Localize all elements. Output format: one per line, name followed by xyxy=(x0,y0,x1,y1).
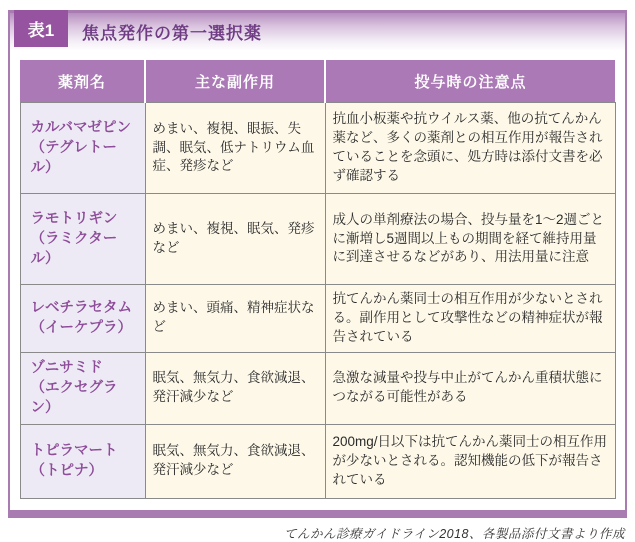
precautions-cell: 成人の単剤療法の場合、投与量を1～2週ごとに漸増し5週間以上もの期間を経て維持用量に到達させるなどがあり、用法用量に注意 xyxy=(325,194,615,285)
table-header-row xyxy=(20,60,615,103)
side-effects-cell: 眠気、無気力、食欲減退、発汗減少など xyxy=(145,424,325,498)
precautions-cell: 急激な減量や投与中止がてんかん重積状態につながる可能性がある xyxy=(325,352,615,424)
drug-brand-name: （ラミクタール） xyxy=(30,230,118,268)
drug-generic-name: カルバマゼピン xyxy=(30,119,131,136)
drug-generic-name: レベチラセタム xyxy=(30,300,132,317)
panel-bottom-bar xyxy=(8,510,627,518)
drug-name-cell xyxy=(20,194,145,285)
table-row xyxy=(20,352,615,424)
drug-name-cell xyxy=(20,352,145,424)
table-row xyxy=(20,285,615,353)
side-effects-cell: めまい、頭痛、精神症状など xyxy=(145,285,325,353)
table-number-badge: 表1 xyxy=(14,10,68,47)
table-row xyxy=(20,103,615,194)
column-header-side-effects: 主な副作用 xyxy=(145,60,325,103)
drug-table xyxy=(20,60,616,499)
drug-name-cell xyxy=(20,424,145,498)
drug-brand-name: （イーケプラ） xyxy=(30,320,132,337)
table-panel xyxy=(8,10,627,518)
drug-name-cell xyxy=(20,285,145,353)
drug-brand-name: （テグレトール） xyxy=(30,139,117,177)
table-row xyxy=(20,424,615,498)
page xyxy=(0,10,635,541)
table-title: 焦点発作の第一選択薬 xyxy=(82,24,262,43)
drug-generic-name: ラモトリギン xyxy=(30,210,118,227)
drug-generic-name: ゾニサミド xyxy=(30,359,103,376)
column-header-precautions: 投与時の注意点 xyxy=(325,60,615,103)
side-effects-cell: 眠気、無気力、食欲減退、発汗減少など xyxy=(145,352,325,424)
drug-brand-name: （エクセグラン） xyxy=(30,379,118,417)
source-note: てんかん診療ガイドライン2018、各製品添付文書より作成 xyxy=(283,526,625,541)
side-effects-cell: めまい、複視、眠気、発疹など xyxy=(145,194,325,285)
column-header-drug-name: 薬剤名 xyxy=(20,60,145,103)
precautions-cell: 抗血小板薬や抗ウイルス薬、他の抗てんかん薬など、多くの薬剤との相互作用が報告されていることを念頭に、処方時は添付文書を必ず確認する xyxy=(325,103,615,194)
panel-header xyxy=(10,13,625,50)
precautions-cell: 200mg/日以下は抗てんかん薬同士の相互作用が少ないとされる。認知機能の低下が報告されている xyxy=(325,424,615,498)
side-effects-cell: めまい、複視、眼振、失調、眠気、低ナトリウム血症、発疹など xyxy=(145,103,325,194)
drug-brand-name: （トピナ） xyxy=(30,463,103,480)
drug-generic-name: トピラマート xyxy=(30,442,118,459)
drug-name-cell xyxy=(20,103,145,194)
table-row xyxy=(20,194,615,285)
precautions-cell: 抗てんかん薬同士の相互作用が少ないとされる。副作用として攻撃性などの精神症状が報告されている xyxy=(325,285,615,353)
